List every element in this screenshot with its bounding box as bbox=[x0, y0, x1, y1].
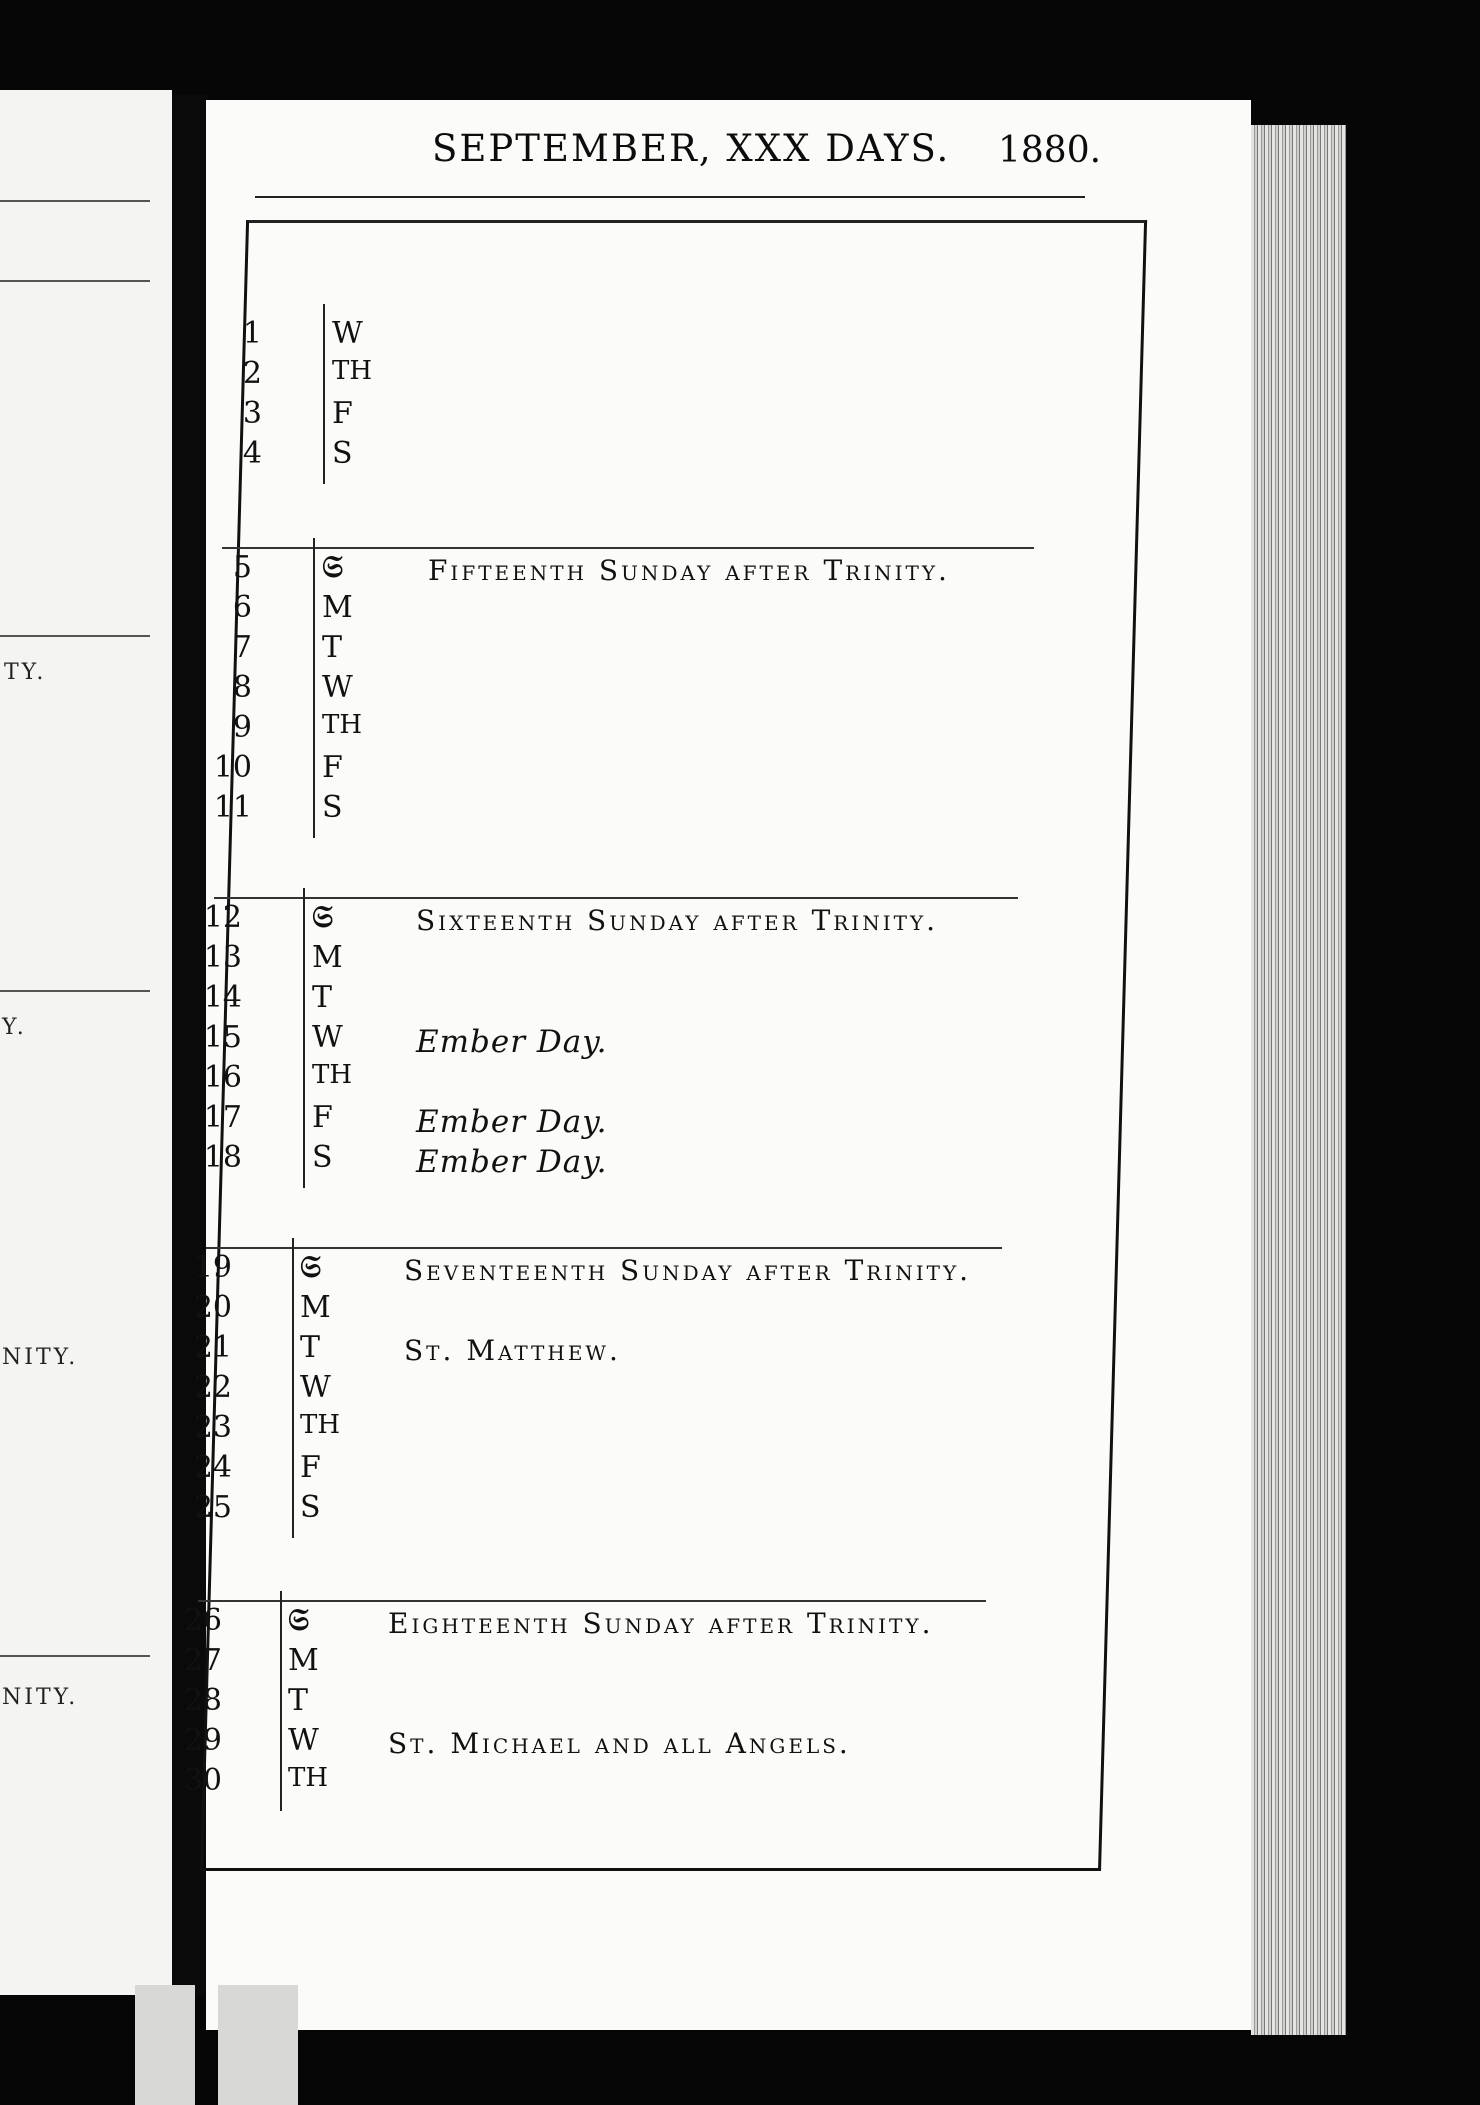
day-column-divider bbox=[323, 304, 325, 484]
weekday-abbr: F bbox=[312, 1100, 333, 1135]
day-number: 5 bbox=[232, 550, 252, 585]
weekday-abbr: F bbox=[332, 396, 353, 431]
day-number: 19 bbox=[193, 1250, 232, 1285]
day-number: 26 bbox=[183, 1603, 222, 1638]
weekday-abbr: S bbox=[332, 436, 353, 471]
feast-day-note: St. Michael and all Angels. bbox=[388, 1727, 851, 1760]
day-number: 7 bbox=[232, 630, 252, 665]
day-number: 1 bbox=[242, 316, 262, 351]
day-number: 14 bbox=[203, 980, 242, 1015]
feast-day-note: Fifteenth Sunday after Trinity. bbox=[428, 554, 950, 587]
facing-page-rule bbox=[0, 990, 150, 992]
weekday-abbr: S bbox=[312, 1140, 333, 1175]
day-number: 13 bbox=[203, 940, 242, 975]
facing-page bbox=[0, 90, 172, 1995]
day-number: 8 bbox=[232, 670, 252, 705]
facing-page-rule bbox=[0, 280, 150, 282]
sunday-abbr: 𝔖 bbox=[312, 900, 334, 935]
weekday-abbr: TH bbox=[288, 1763, 329, 1793]
day-column-divider bbox=[292, 1238, 294, 1538]
day-column-divider bbox=[303, 888, 305, 1188]
weekday-abbr: TH bbox=[300, 1410, 341, 1440]
year-label: 1880. bbox=[998, 130, 1102, 171]
month-title: SEPTEMBER, XXX DAYS. bbox=[432, 127, 951, 170]
weekday-abbr: W bbox=[300, 1370, 331, 1405]
day-number: 11 bbox=[213, 790, 252, 825]
day-column-divider bbox=[313, 538, 315, 838]
facing-page-fragment: Y. bbox=[2, 1015, 27, 1040]
weekday-abbr: M bbox=[312, 940, 343, 975]
ember-day-note: Ember Day. bbox=[416, 1024, 608, 1060]
weekday-abbr: W bbox=[288, 1723, 319, 1758]
ember-day-note: Ember Day. bbox=[416, 1104, 608, 1140]
day-number: 30 bbox=[183, 1763, 222, 1798]
day-number: 29 bbox=[183, 1723, 222, 1758]
day-number: 18 bbox=[203, 1140, 242, 1175]
weekday-abbr: W bbox=[322, 670, 353, 705]
header-rule bbox=[255, 196, 1085, 198]
week-divider bbox=[214, 897, 1018, 899]
day-number: 22 bbox=[193, 1370, 232, 1405]
sunday-abbr: 𝔖 bbox=[300, 1250, 322, 1285]
facing-page-rule bbox=[0, 635, 150, 637]
weekday-abbr: M bbox=[288, 1643, 319, 1678]
ember-day-note: Ember Day. bbox=[416, 1144, 608, 1180]
day-number: 21 bbox=[193, 1330, 232, 1365]
day-number: 9 bbox=[232, 710, 252, 745]
facing-page-fragment: NITY. bbox=[2, 1685, 79, 1710]
sunday-abbr: 𝔖 bbox=[288, 1603, 310, 1638]
weekday-abbr: F bbox=[322, 750, 343, 785]
day-column-divider bbox=[280, 1591, 282, 1811]
sunday-abbr: 𝔖 bbox=[322, 550, 344, 585]
weekday-abbr: TH bbox=[332, 356, 373, 386]
weekday-abbr: S bbox=[300, 1490, 321, 1525]
week-divider bbox=[206, 1247, 1002, 1249]
facing-page-fragment: NITY. bbox=[2, 1345, 79, 1370]
weekday-abbr: T bbox=[312, 980, 333, 1015]
day-number: 12 bbox=[203, 900, 242, 935]
day-number: 15 bbox=[203, 1020, 242, 1055]
feast-day-note: St. Matthew. bbox=[404, 1334, 621, 1367]
weekday-abbr: M bbox=[300, 1290, 331, 1325]
weekday-abbr: T bbox=[322, 630, 343, 665]
weekday-abbr: F bbox=[300, 1450, 321, 1485]
bookmark-ribbon bbox=[218, 1985, 298, 2105]
day-number: 6 bbox=[232, 590, 252, 625]
day-number: 17 bbox=[203, 1100, 242, 1135]
weekday-abbr: W bbox=[332, 316, 363, 351]
day-number: 10 bbox=[213, 750, 252, 785]
day-number: 27 bbox=[183, 1643, 222, 1678]
day-number: 16 bbox=[203, 1060, 242, 1095]
feast-day-note: Eighteenth Sunday after Trinity. bbox=[388, 1607, 934, 1640]
day-number: 2 bbox=[242, 356, 262, 391]
day-number: 20 bbox=[193, 1290, 232, 1325]
weekday-abbr: T bbox=[300, 1330, 321, 1365]
facing-page-rule bbox=[0, 1655, 150, 1657]
day-number: 4 bbox=[242, 436, 262, 471]
weekday-abbr: T bbox=[288, 1683, 309, 1718]
feast-day-note: Sixteenth Sunday after Trinity. bbox=[416, 904, 939, 937]
day-number: 24 bbox=[193, 1450, 232, 1485]
weekday-abbr: M bbox=[322, 590, 353, 625]
week-divider bbox=[198, 1600, 986, 1602]
day-number: 23 bbox=[193, 1410, 232, 1445]
weekday-abbr: TH bbox=[312, 1060, 353, 1090]
day-number: 25 bbox=[193, 1490, 232, 1525]
bookmark-ribbon bbox=[135, 1985, 195, 2105]
day-number: 28 bbox=[183, 1683, 222, 1718]
day-number: 3 bbox=[242, 396, 262, 431]
weekday-abbr: S bbox=[322, 790, 343, 825]
facing-page-rule bbox=[0, 200, 150, 202]
page-edges bbox=[1251, 125, 1346, 2035]
week-divider bbox=[222, 547, 1034, 549]
feast-day-note: Seventeenth Sunday after Trinity. bbox=[404, 1254, 972, 1287]
weekday-abbr: W bbox=[312, 1020, 343, 1055]
weekday-abbr: TH bbox=[322, 710, 363, 740]
facing-page-fragment: TY. bbox=[4, 660, 47, 685]
